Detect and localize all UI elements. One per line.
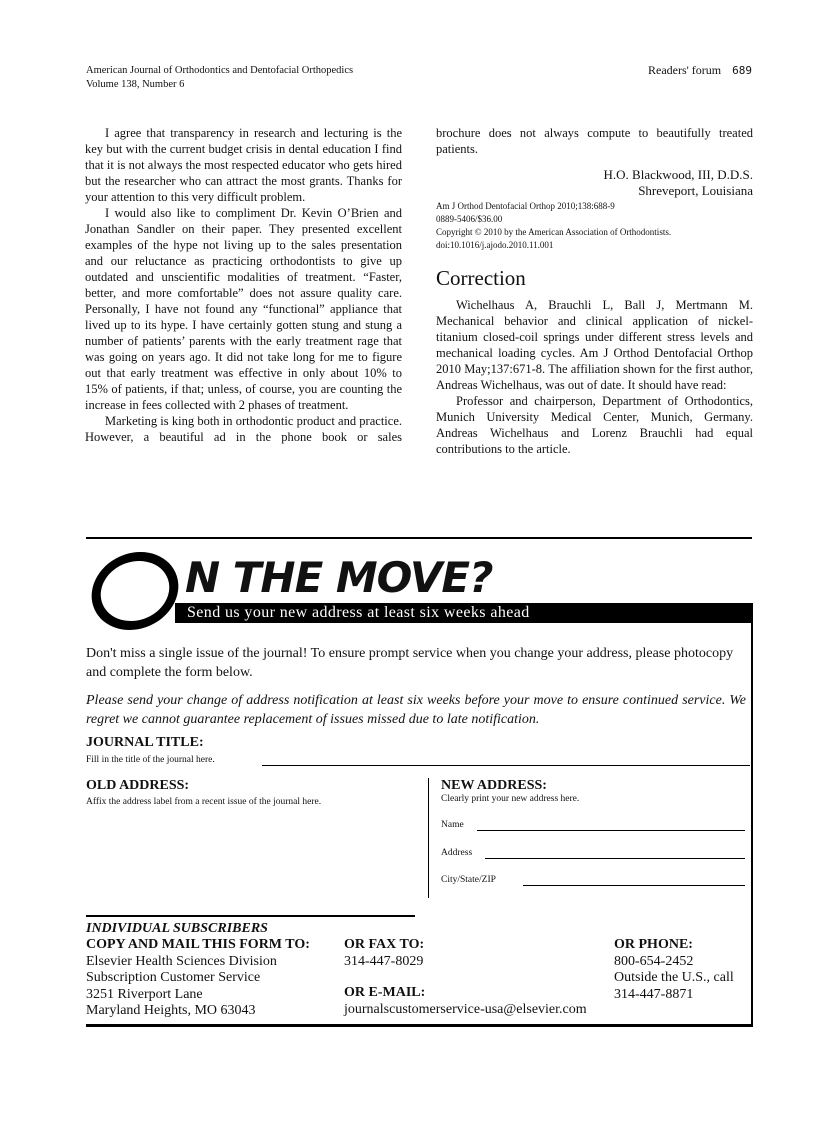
ad-bottom-rule	[86, 1024, 753, 1027]
subscribers-label: INDIVIDUAL SUBSCRIBERS	[86, 921, 268, 936]
phone-label: OR PHONE:	[614, 937, 693, 952]
address-divider	[428, 778, 429, 898]
subscribers-rule	[86, 915, 415, 917]
running-header-left	[86, 64, 353, 92]
author-name: H.O. Blackwood, III, D.D.S.	[603, 167, 753, 182]
journal-volume: Volume 138, Number 6	[86, 79, 185, 90]
email-address[interactable]: journalscustomerservice-usa@elsevier.com	[344, 1001, 587, 1017]
city-state-zip-field[interactable]	[523, 885, 745, 886]
citation-line: 0889-5406/$36.00	[436, 214, 503, 224]
mail-block	[86, 937, 310, 1020]
outside-us-number: 314-447-8871	[614, 986, 694, 1002]
phone-number: 800-654-2452	[614, 953, 694, 969]
paragraph: Marketing is king both in orthodontic product and practice. However, a beautiful ad in the phone book or sales	[85, 414, 402, 444]
citation-line: Copyright © 2010 by the American Association of Orthodontists.	[436, 227, 672, 237]
running-header-right	[648, 63, 752, 78]
address-label: Address	[441, 848, 473, 858]
name-field[interactable]	[477, 830, 745, 831]
email-label: OR E-MAIL:	[344, 985, 426, 1000]
fax-label: OR FAX TO:	[344, 937, 425, 952]
fax-block	[344, 937, 424, 970]
paragraph: brochure does not always compute to beautifully treated patients.	[436, 126, 753, 156]
ad-right-border	[751, 603, 753, 1025]
new-address-label: NEW ADDRESS:	[441, 778, 547, 793]
city-state-zip-label: City/State/ZIP	[441, 875, 496, 885]
email-block	[344, 985, 587, 1018]
letter-body-left	[85, 125, 402, 445]
ad-top-rule	[86, 537, 752, 539]
ad-intro: Don't miss a single issue of the journal! To ensure prompt service when you change your address, please photocopy and complete the form below.	[86, 646, 734, 680]
mail-line: Maryland Heights, MO 63043	[86, 1003, 256, 1018]
mail-label: COPY AND MAIL THIS FORM TO:	[86, 937, 310, 952]
paragraph: Professor and chairperson, Department of Orthodontics, Munich University Medical Center, Munich, Germany. Andreas Wichelhaus and Lorenz Brauchli had equal contributions to the article.	[436, 394, 753, 456]
journal-name: American Journal of Orthodontics and Dentofacial Orthopedics	[86, 65, 354, 76]
ad-notice: Please send your change of address notification at least six weeks before your move to ensure continued service. We regret we cannot guarantee replacement of issues missed due to late notification.	[86, 693, 746, 727]
journal-title-label: JOURNAL TITLE:	[86, 735, 204, 750]
ad-banner: Send us your new address at least six weeks ahead	[175, 603, 752, 623]
ad-headline: N THE MOVE?	[185, 553, 493, 602]
section-name: Readers' forum	[647, 63, 722, 77]
paragraph: I would also like to compliment Dr. Kevin O’Brien and Jonathan Sandler on their paper. They presented excellent examples of the hype not living up to the sales presentation and our reluctance as practicing orthodontists to give up outdated and unscientific modalities of treatment. “Faster, better, and more comfortable” does not assure quality care. Personally, I have not found any “functional” appliance that lived up to its hype. I have certainly gotten stung and stung a number of patients’ parents with the early treatment rage that was going on years ago. It did not take long for me to figure out that early treatment was effective in only about 10% to 15% of patients, if that; unless, of course, you are counting the increase in fees collected with 2 phases of treatment.	[85, 206, 402, 412]
letter-body-right	[436, 125, 753, 157]
correction-body	[436, 297, 753, 457]
paragraph: I agree that transparency in research and lecturing is the key but with the current budget crisis in dental education I find that it is not always the most respected educator who gets hired but the researcher who can attract the most grants. Thanks for your attention to this very difficult problem.	[85, 126, 402, 204]
journal-title-field[interactable]	[262, 765, 750, 766]
mail-line: 3251 Riverport Lane	[86, 986, 203, 1002]
mail-line: Subscription Customer Service	[86, 970, 261, 985]
phone-block	[614, 937, 734, 1003]
old-address-hint: Affix the address label from a recent issue of the journal here.	[86, 797, 322, 807]
new-address-hint: Clearly print your new address here.	[441, 794, 580, 804]
outside-us-label: Outside the U.S., call	[614, 970, 734, 985]
mail-line: Elsevier Health Sciences Division	[86, 953, 277, 969]
name-label: Name	[441, 820, 464, 830]
old-address-label: OLD ADDRESS:	[86, 778, 190, 793]
author-location: Shreveport, Louisiana	[638, 183, 753, 198]
letter-signature	[436, 167, 753, 199]
citation-line: Am J Orthod Dentofacial Orthop 2010;138:688-9	[436, 201, 615, 211]
citation-block	[436, 200, 671, 252]
fax-number: 314-447-8029	[344, 953, 424, 969]
paragraph: Wichelhaus A, Brauchli L, Ball J, Mertmann M. Mechanical behavior and clinical application of nickel-titanium closed-coil springs under different stress levels and mechanical loading cycles. Am J Orthod Dentofacial Orthop 2010 May;137:671-8. The affiliation shown for the first author, Andreas Wichelhaus, was out of date. It should have read:	[436, 298, 753, 392]
address-field[interactable]	[485, 858, 745, 859]
page-number: 689	[732, 64, 752, 77]
journal-title-hint: Fill in the title of the journal here.	[86, 755, 215, 765]
citation-line: doi:10.1016/j.ajodo.2010.11.001	[436, 240, 554, 250]
big-o-logo	[87, 552, 184, 630]
correction-title: Correction	[436, 266, 526, 290]
